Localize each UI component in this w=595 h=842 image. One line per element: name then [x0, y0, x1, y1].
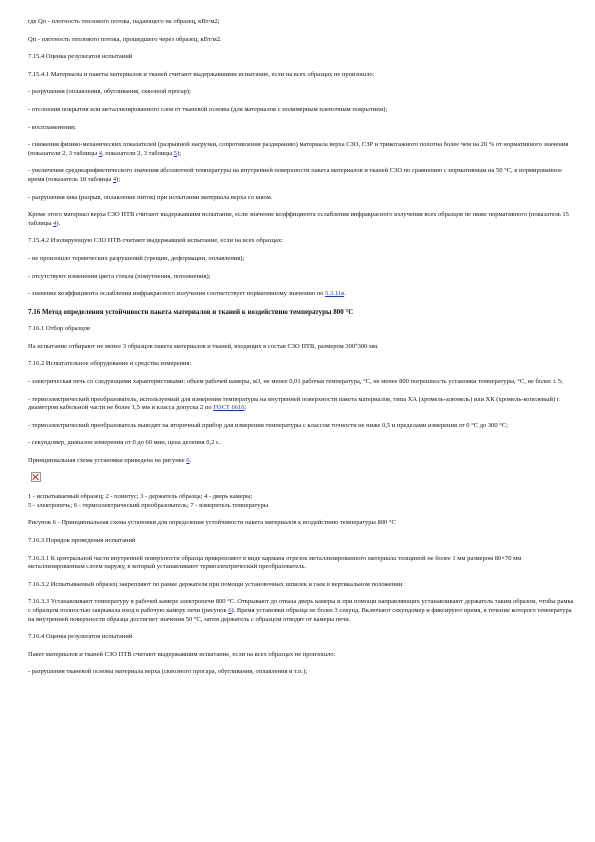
section-heading-7-16-1: 7.16.1 Отбор образцов	[28, 325, 90, 333]
figure-legend-line: 1 - испытываемый образец; 2 - плинтус; 3 - держатель образца; 4 - дверь камеры;	[28, 493, 253, 501]
list-item-electric-furnace: - электрическая печь со следующими характеристиками: объем рабочей камеры, м3, не менее 0,01 рабочая температура, °С, не менее 800 погрешность установки температуры, °С, не более ± 5;	[28, 378, 563, 386]
text-fragment: ). Время установки образца не более 3 секунд. Включают секундомер и фиксируют время, в течение которого температура на внутренней поверхности образца достигнет значения 50 °С, затем держатель с образцом отводят от камеры печи.	[28, 606, 572, 623]
list-item-no-color-change: - отсутствуют изменения цвета стекла (помутнения, потемнения);	[28, 272, 211, 280]
text-fragment: , показатели 2, 3 таблицы	[101, 149, 174, 157]
text-fragment: - значение коэффициента ослабления инфракрасного излучения соответствует нормативному значению по	[28, 290, 326, 298]
table-4-link[interactable]: 4	[112, 175, 117, 183]
figure-6-link[interactable]: 6	[186, 457, 190, 465]
list-item-temperature-increase	[28, 167, 575, 184]
gost-6616-link[interactable]: ГОСТ 6616	[213, 404, 245, 412]
list-item-seam-destruction: - разрушения шва (разрыв, оплавление ниток) при испытании материала верха со швом.	[28, 193, 273, 201]
table-5-link[interactable]: 5	[173, 149, 178, 157]
paragraph-7-16-3-3	[28, 598, 575, 624]
paragraph-ir-attenuation	[28, 211, 575, 228]
figure-6-link[interactable]: 6	[228, 606, 232, 614]
text-fragment: - снижения физико-механических показателей (разрывной нагрузки, сопротивления раздиранию) материала верха СЗО, СЗР и трикотажного полотна более чем на 20 % от нормативного значения (показатели 2, 3 таблицы	[28, 141, 569, 157]
broken-image-icon	[31, 472, 41, 482]
text-fragment: 7.16.3.3 Устанавливают температуру в рабочей камере электропечи 800 °С. Открывают до отказа дверь камеры и при помощи направляющих устанавливают держатель таким образом, чтобы рамка с образцом полностью закрывала вход в рабочую камеру печи (рисунок	[28, 598, 574, 614]
section-heading-7-16: 7.16 Метод определения устойчивости пакета материалов и тканей к воздействию температуры 800 °С	[28, 307, 354, 316]
figure-legend-line: 5 - электропечь; 6 - термоэлектрический преобразователь; 7 - измеритель температуры	[28, 501, 269, 509]
text-fragment: );	[116, 175, 121, 183]
section-heading-7-16-3: 7.16.3 Порядок проведения испытаний	[28, 537, 136, 544]
list-item-secondary-device: - термоэлектрический преобразователь выводят на вторичный прибор для измерения температуры с классом точности не ниже 0,5 и пределами измерения от 0 °С до 300 °С;	[28, 421, 508, 429]
text-fragment: );	[177, 149, 182, 157]
paragraph-7-15-4-2: 7.15.4.2 Изолирующую СЗО ПТВ считают выдержавшей испытание, если на всех образцах:	[28, 237, 283, 245]
figure-6-legend	[28, 493, 575, 510]
paragraph-qo: где Qo - плотность теплового потока, падающего на образец, кВт/м2;	[28, 18, 220, 25]
paragraph-7-16-3-1: 7.16.3.1 К центральной части внутренней поверхности образца прикрепляют в виде кармана отрезок металлизированного материала толщиной не более 1 мм размером 80×70 мм металлизированным слоем наружу, в который устанавливают термоэлектрический преобразователь.	[28, 554, 522, 571]
list-item-mechanical-decrease	[28, 141, 575, 158]
text-fragment: .	[344, 290, 346, 298]
table-4-link[interactable]: 4	[98, 149, 102, 157]
paragraph-sampling: На испытание отбирают не менее 3 образцов пакета материалов и тканей, входящих в состав СЗО ПТВ, размером 300˟300 мм.	[28, 342, 379, 350]
text-fragment: Принципиальная схема установки приведена на рисунке	[28, 457, 187, 465]
list-item-delamination: - отслоения покрытия или металлизированного слоя от тканевой основы (для материалов с полимерным пленочным покрытием);	[28, 105, 388, 113]
text-fragment: ;	[244, 404, 247, 412]
text-fragment: Кроме этого материал верха СЗО ПТВ считают выдержавшим испытание, если значение коэффициента ослабления инфракрасного излучения всех образцов не ниже нормативного (показатель 15 таблицы	[28, 211, 569, 227]
list-item-ir-coefficient	[28, 290, 575, 299]
text-fragment: - термоэлектрический преобразователь, используемый для измерения температуры на внутренней поверхности пакета материалов, типа ХА (хромель-алюмель) или ХК (хромель-копелевый) с диаметром кабельной части не более 1,5 мм и класса допуска 2 по	[28, 395, 560, 412]
clause-5-3-11-link[interactable]: 5.3.11в	[325, 290, 345, 298]
list-item-stopwatch: - секундомер, диапазон измерения от 0 до 60 мин, цена деления 0,2 с.	[28, 439, 221, 447]
paragraph-scheme-reference	[28, 457, 575, 466]
section-heading-7-16-2: 7.16.2 Испытательное оборудование и средства измерения:	[28, 360, 192, 368]
figure-6-image-placeholder	[28, 472, 575, 494]
list-item-base-destruction: - разрушения тканевой основы материала верха (сквозного прогара, обугливания, оплавления и т.п.);	[28, 668, 308, 676]
list-item-thermocouple	[28, 396, 575, 413]
figure-6-title: Рисунок 6 - Принципиальная схема установки для определения устойчивости пакета материалов к воздействию температуры 800 °С	[28, 519, 396, 527]
paragraph-7-16-3-2: 7.16.3.2 Испытываемый образец закрепляют по рамке держателя при помощи установочных шпилек и гаек в вертикальном положении.	[28, 580, 404, 588]
text-fragment: - увеличения среднеарифметического значения абсолютной температуры на внутренней поверхности пакета материалов и тканей СЗО по сравнению с нормативным на 50 °С, в нормированное время (показатель 18 таблицы	[28, 167, 562, 183]
paragraph-7-16-4-intro: Пакет материалов и тканей СЗО ПТВ считают выдержавшим испытание, если на всех образцах не произошло:	[28, 650, 336, 658]
text-fragment: .	[189, 457, 192, 465]
text-fragment: ).	[56, 219, 61, 227]
list-item-ignition: - воспламенения;	[28, 123, 76, 131]
list-item-destruction: - разрушения (оплавления, обугливания, сквозной прогар);	[28, 88, 191, 96]
paragraph-qp: Qп - плотность теплового потока, прошедшего через образец, кВт/м2.	[28, 35, 222, 43]
section-heading-7-15-4: 7.15.4 Оценка результатов испытаний	[28, 53, 133, 61]
table-4-link[interactable]: 4	[53, 219, 57, 227]
list-item-no-thermal-damage: - не произошло термических разрушений (трещин, деформации, оплавления);	[28, 254, 245, 262]
paragraph-7-15-4-1: 7.15.4.1 Материалы и пакеты материалов и тканей считают выдержавшими испытание, если на всех образцах не произошло:	[28, 70, 375, 78]
section-heading-7-16-4: 7.16.4 Оценка результатов испытаний	[28, 633, 133, 641]
